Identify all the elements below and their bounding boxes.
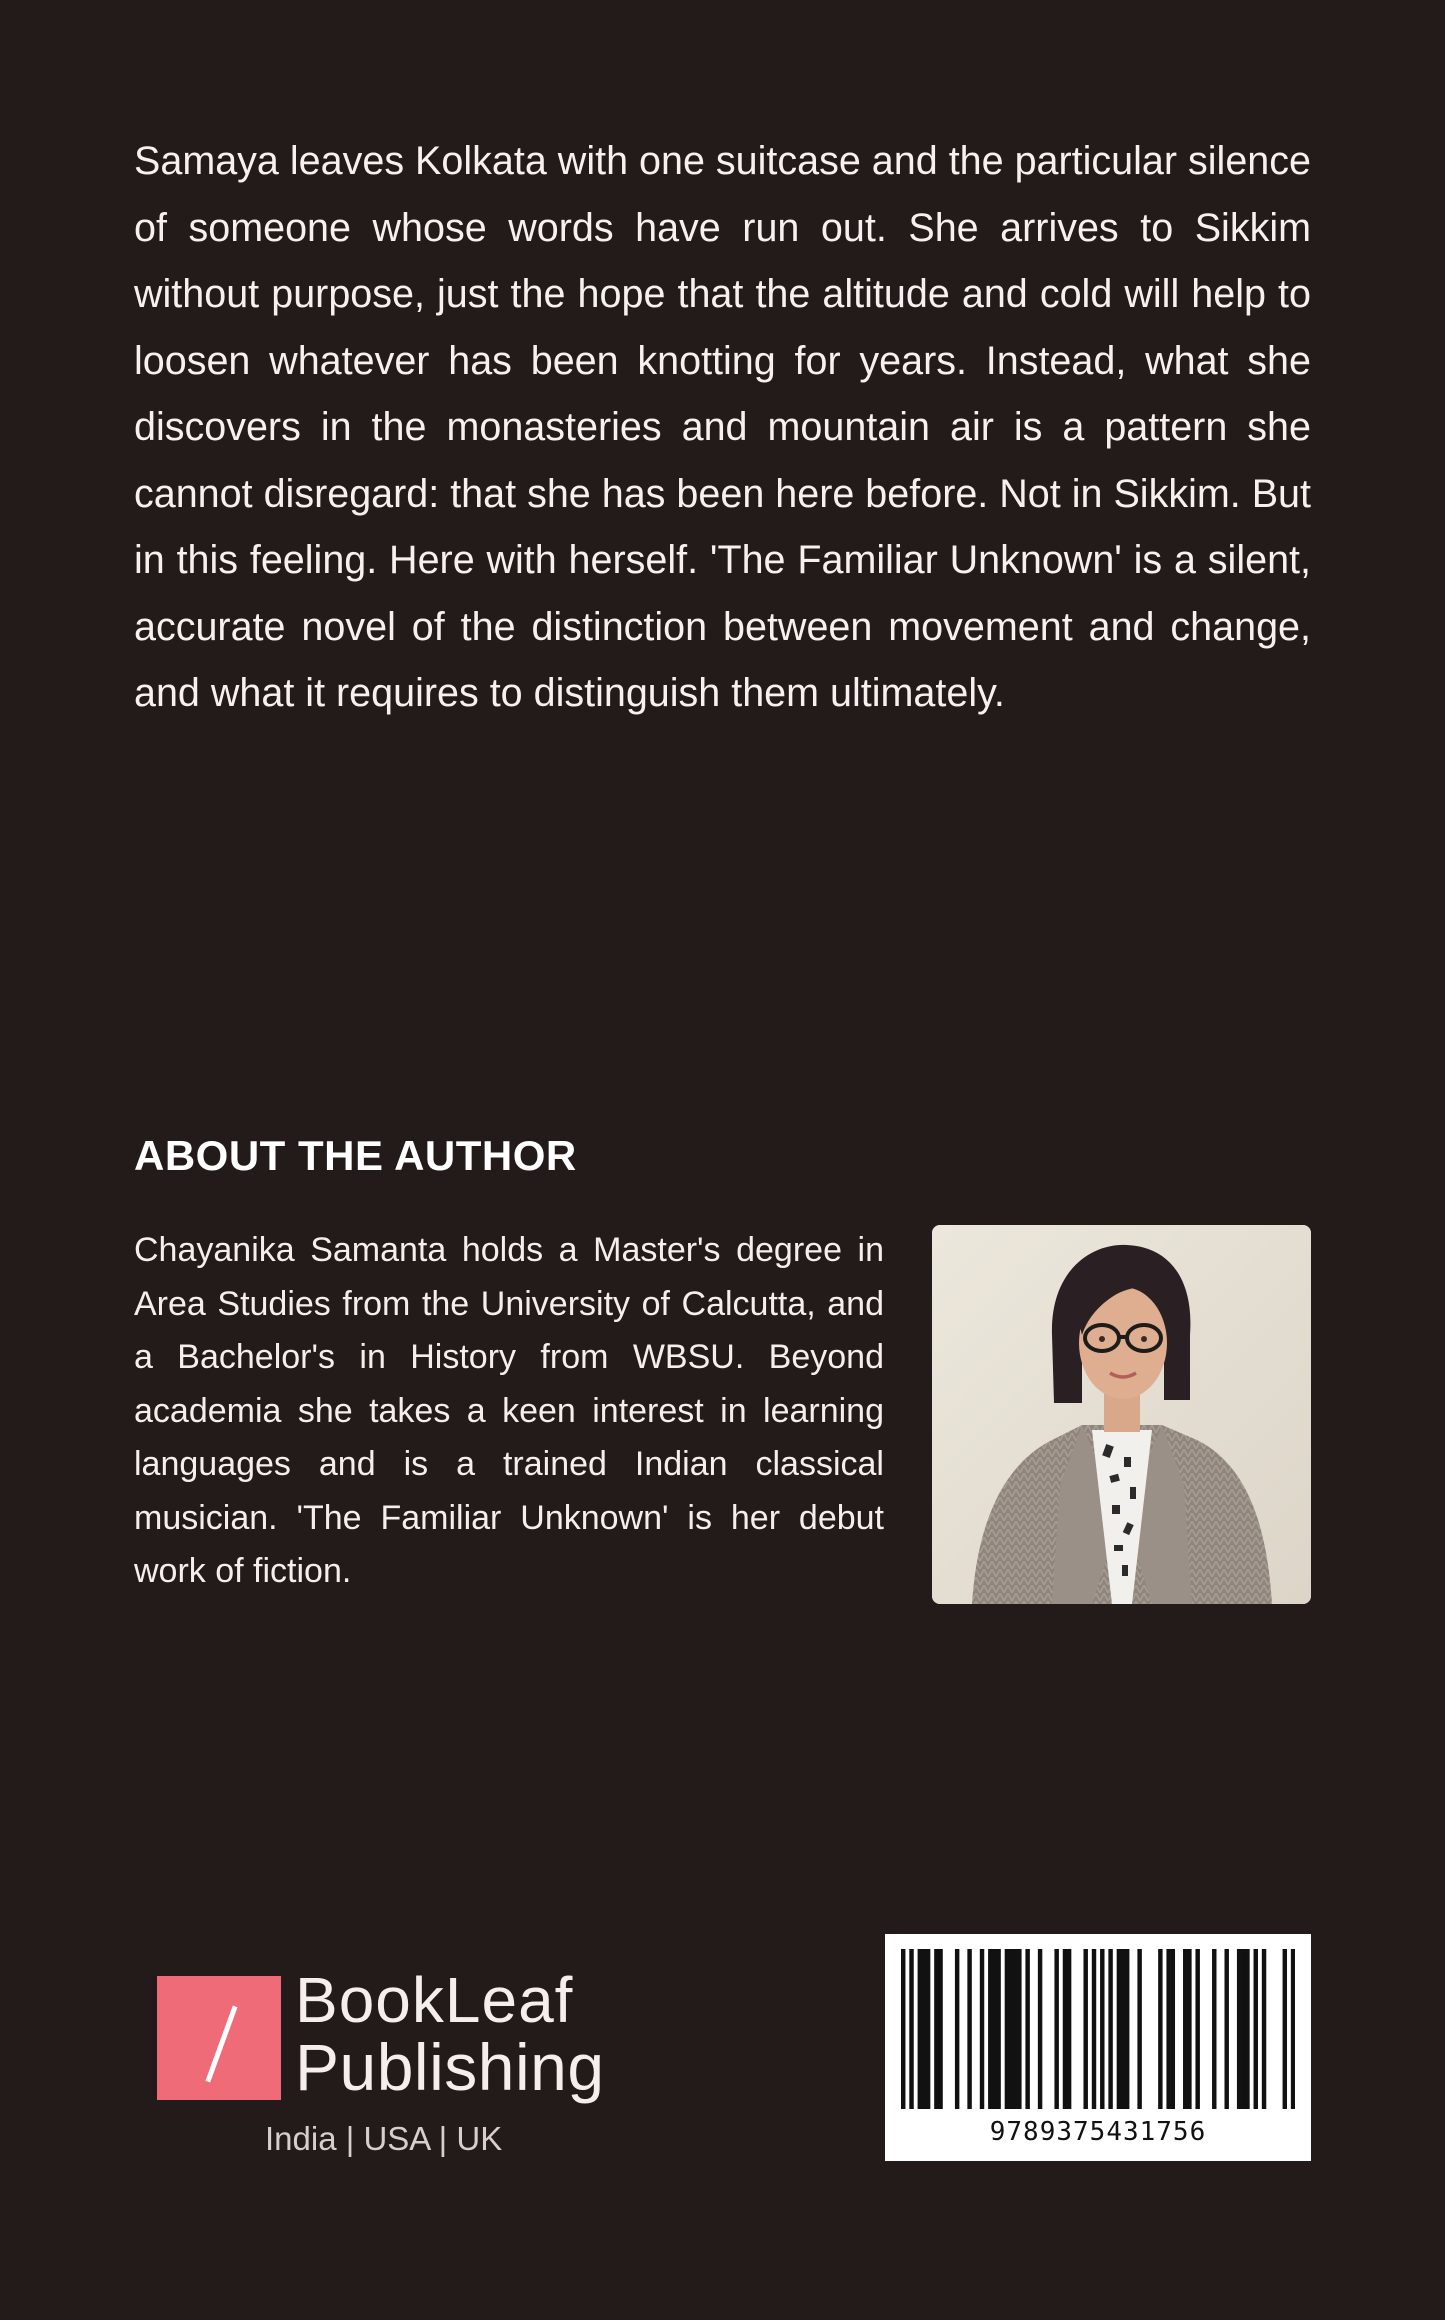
barcode-bars <box>901 1949 1295 2109</box>
barcode-bar <box>1245 1949 1249 2109</box>
barcode-bar <box>901 1949 905 2109</box>
publisher-name-line2: Publishing <box>295 2030 605 2104</box>
barcode-bar <box>922 1949 926 2109</box>
barcode-bar <box>1063 1949 1067 2109</box>
barcode-bar <box>1195 1949 1199 2109</box>
barcode-bar <box>1100 1949 1104 2109</box>
barcode-bar <box>1254 1949 1258 2109</box>
barcode-bar <box>1121 1949 1125 2109</box>
barcode-bar <box>934 1949 938 2109</box>
barcode-bar <box>1108 1949 1112 2109</box>
barcode-bar <box>1009 1949 1013 2109</box>
barcode-bar <box>1038 1949 1042 2109</box>
barcode-bar <box>992 1949 996 2109</box>
isbn-barcode <box>885 1934 1311 2161</box>
barcode-bar <box>967 1949 971 2109</box>
author-bio: Chayanika Samanta holds a Master's degree in Area Studies from the University of Calcutta, and a Bachelor's in History from WBSU. Beyond academia she takes a keen interest in learning languages and is a trained Indian classical musician. 'The Familiar Unknown' is her debut work of fiction. <box>134 1231 884 1590</box>
barcode-bar <box>1166 1949 1170 2109</box>
barcode-bar <box>1013 1949 1017 2109</box>
barcode-bar <box>1117 1949 1121 2109</box>
barcode-bar <box>926 1949 930 2109</box>
barcode-bar <box>909 1949 913 2109</box>
bookleaf-logo-mark-icon <box>157 1976 281 2100</box>
barcode-bar <box>1262 1949 1266 2109</box>
barcode-bar <box>1291 1949 1295 2109</box>
barcode-bar <box>1067 1949 1071 2109</box>
barcode-bar <box>1158 1949 1162 2109</box>
barcode-bar <box>1125 1949 1129 2109</box>
barcode-bar <box>955 1949 959 2109</box>
about-author-heading: ABOUT THE AUTHOR <box>134 1132 577 1179</box>
barcode-bar <box>1187 1949 1191 2109</box>
publisher-name-line1: BookLeaf <box>295 1964 574 2036</box>
barcode-bar <box>1054 1949 1058 2109</box>
barcode-bar <box>1005 1949 1009 2109</box>
back-cover-blurb: Samaya leaves Kolkata with one suitcase and the particular silence of someone whose words have run out. She arrives to Sikkim without purpose, just the hope that the altitude and cold will help to loosen whatever has been knotting for years. Instead, what she discovers in the monasteries and mountain air is a pattern she cannot disregard: that she has been here before. Not in Sikkim. But in this feeling. Here with herself. 'The Familiar Unknown' is a silent, accurate novel of the distinction between movement and change, and what it requires to distinguish them ultimately. <box>134 139 1311 715</box>
barcode-bar <box>1212 1949 1216 2109</box>
barcode-bar <box>918 1949 922 2109</box>
publisher-regions: India | USA | UK <box>265 2120 503 2157</box>
author-photo <box>932 1225 1311 1604</box>
barcode-bar <box>1092 1949 1096 2109</box>
barcode-bar <box>1183 1949 1187 2109</box>
barcode-bar <box>1025 1949 1029 2109</box>
barcode-bar <box>1241 1949 1245 2109</box>
barcode-bar <box>988 1949 992 2109</box>
barcode-bar <box>1017 1949 1021 2109</box>
isbn-number: 9789375431756 <box>989 2117 1207 2147</box>
barcode-bar <box>1224 1949 1228 2109</box>
publisher-logo <box>157 1964 627 2168</box>
barcode-bar <box>996 1949 1000 2109</box>
barcode-bar <box>1137 1949 1141 2109</box>
barcode-bar <box>1283 1949 1287 2109</box>
barcode-bar <box>1171 1949 1175 2109</box>
barcode-bar <box>1237 1949 1241 2109</box>
barcode-bar <box>1083 1949 1087 2109</box>
barcode-bar <box>938 1949 942 2109</box>
slash-icon <box>205 2006 237 2083</box>
barcode-bar <box>980 1949 984 2109</box>
